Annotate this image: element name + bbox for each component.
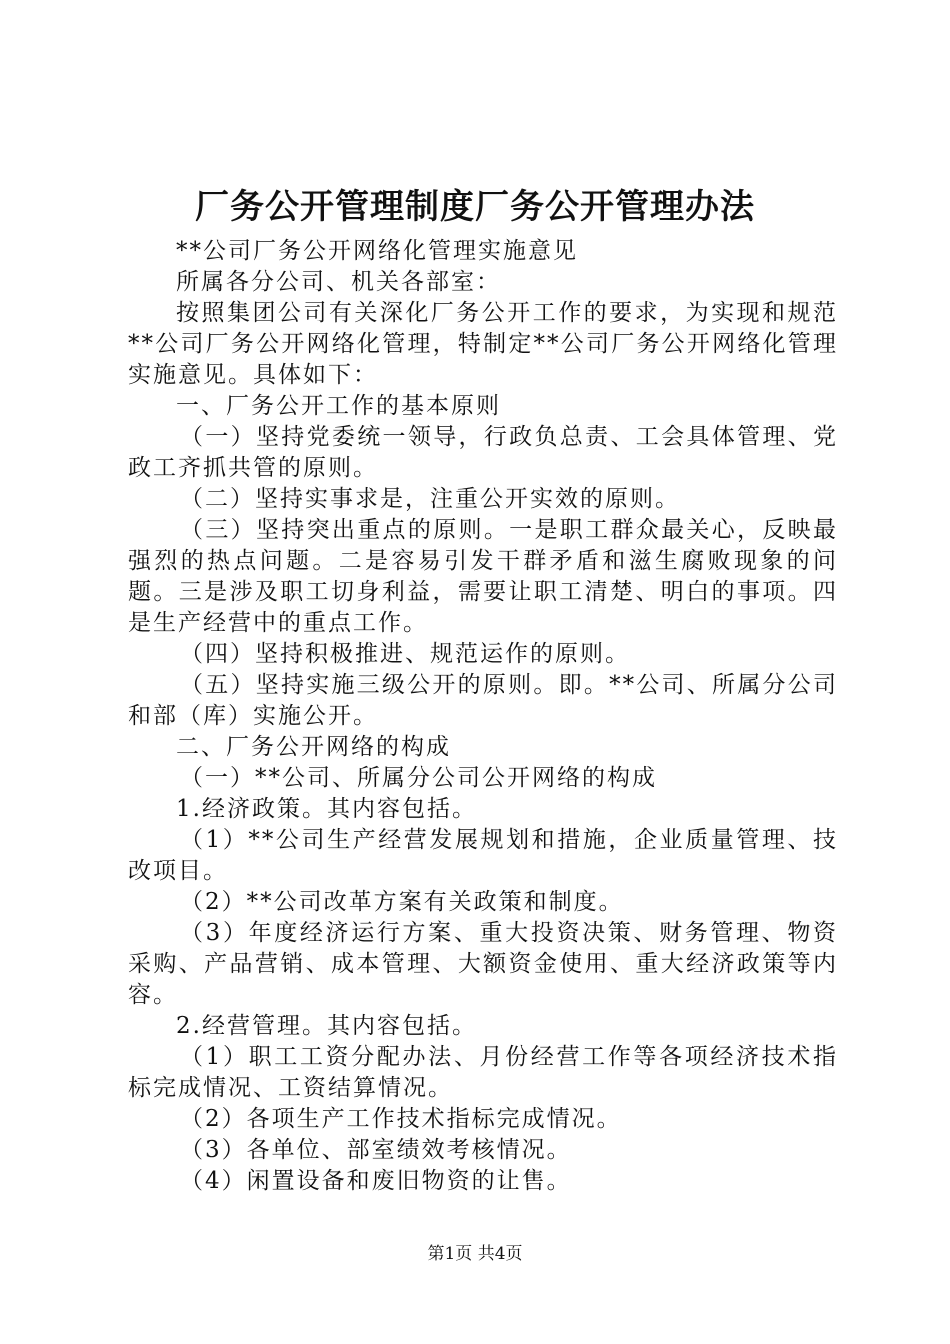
paragraph-subtitle: **公司厂务公开网络化管理实施意见 xyxy=(176,238,578,264)
list-item-economic-2: （2）**公司改革方案有关政策和制度。 xyxy=(180,889,624,915)
list-item-economic-1: （1）**公司生产经营发展规划和措施，企业质量管理、技改项目。 xyxy=(128,827,838,884)
paragraph-principle-1: （一）坚持党委统一领导，行政负总责、工会具体管理、党政工齐抓共管的原则。 xyxy=(128,424,838,481)
document-body xyxy=(128,236,838,1197)
paragraph-principle-3: （三）坚持突出重点的原则。一是职工群众最关心，反映最强烈的热点问题。二是容易引发干群矛盾和滋生腐败现象的问题。三是涉及职工切身利益，需要让职工清楚、明白的事项。四是生产经营中的重点工作。 xyxy=(128,517,838,636)
item-heading-operations: 2.经营管理。其内容包括。 xyxy=(176,1013,477,1039)
list-item-operations-4: （4）闲置设备和废旧物资的让售。 xyxy=(180,1168,572,1194)
list-item-economic-3: （3）年度经济运行方案、重大投资决策、财务管理、物资采购、产品营销、成本管理、大额资金使用、重大经济政策等内容。 xyxy=(128,920,838,1008)
section-heading-network: 二、厂务公开网络的构成 xyxy=(176,734,451,760)
page-footer: 第1页 共4页 xyxy=(427,1244,523,1264)
list-item-operations-3: （3）各单位、部室绩效考核情况。 xyxy=(180,1137,572,1163)
subsection-heading-company-network: （一）**公司、所属分公司公开网络的构成 xyxy=(180,765,657,791)
paragraph-principle-2: （二）坚持实事求是，注重公开实效的原则。 xyxy=(180,486,680,512)
item-heading-economic-policy: 1.经济政策。其内容包括。 xyxy=(176,796,477,822)
document-title: 厂务公开管理制度厂务公开管理办法 xyxy=(195,187,755,227)
paragraph-principle-5: （五）坚持实施三级公开的原则。即。**公司、所属分公司和部（库）实施公开。 xyxy=(128,672,838,729)
paragraph-salutation: 所属各分公司、机关各部室： xyxy=(176,269,501,295)
paragraph-principle-4: （四）坚持积极推进、规范运作的原则。 xyxy=(180,641,630,667)
list-item-operations-1: （1）职工工资分配办法、月份经营工作等各项经济技术指标完成情况、工资结算情况。 xyxy=(128,1044,838,1101)
section-heading-principles: 一、厂务公开工作的基本原则 xyxy=(176,393,501,419)
list-item-operations-2: （2）各项生产工作技术指标完成情况。 xyxy=(180,1106,622,1132)
paragraph-intro: 按照集团公司有关深化厂务公开工作的要求，为实现和规范**公司厂务公开网络化管理，特制定**公司厂务公开网络化管理实施意见。具体如下： xyxy=(128,300,838,388)
